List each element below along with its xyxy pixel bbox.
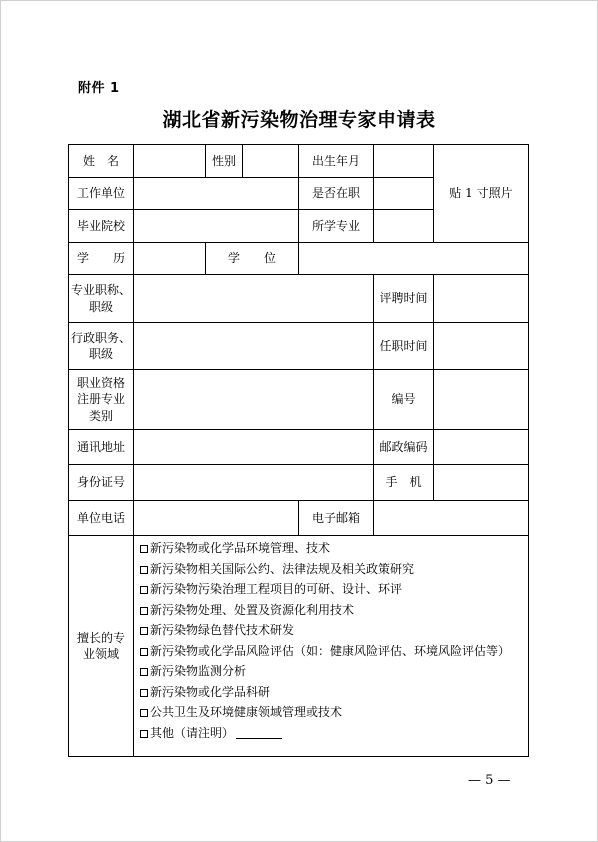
employed-label: 是否在职 <box>299 178 374 210</box>
professional-title-label: 专业职称、 职级 <box>69 275 134 323</box>
checkbox-icon[interactable] <box>140 586 148 594</box>
birth-label: 出生年月 <box>299 145 374 178</box>
birth-input[interactable] <box>374 145 434 178</box>
school-input[interactable] <box>134 210 299 243</box>
checkbox-icon[interactable] <box>140 607 148 615</box>
work-phone-input[interactable] <box>134 501 299 536</box>
address-input[interactable] <box>134 430 374 465</box>
education-input[interactable] <box>134 243 206 275</box>
expertise-option[interactable]: 新污染物或化学品风险评估（如：健康风险评估、环境风险评估等） <box>140 641 528 662</box>
name-input[interactable] <box>134 145 206 178</box>
expertise-option[interactable]: 新污染物或化学品环境管理、技术 <box>140 538 528 559</box>
checkbox-icon[interactable] <box>140 545 148 553</box>
attachment-label: 附件 1 <box>78 81 120 96</box>
email-label: 电子邮箱 <box>299 501 374 536</box>
postcode-input[interactable] <box>434 430 529 465</box>
photo-box[interactable]: 贴 1 寸照片 <box>434 145 529 243</box>
admin-post-input[interactable] <box>134 323 374 370</box>
school-label: 毕业院校 <box>69 210 134 243</box>
degree-label: 学 位 <box>206 243 299 275</box>
checkbox-icon[interactable] <box>140 668 148 676</box>
application-form-table <box>68 144 529 757</box>
appoint-time-input[interactable] <box>434 323 529 370</box>
form-title: 湖北省新污染物治理专家申请表 <box>162 109 436 131</box>
name-label: 姓 名 <box>69 145 134 178</box>
number-input[interactable] <box>434 370 529 430</box>
mobile-label: 手 机 <box>374 465 434 501</box>
employer-label: 工作单位 <box>69 178 134 210</box>
checkbox-icon[interactable] <box>140 730 148 738</box>
expertise-option[interactable]: 新污染物相关国际公约、法律法规及相关政策研究 <box>140 559 528 580</box>
page-number: — 5 — <box>468 773 511 788</box>
expertise-label: 擅长的专 业领域 <box>69 536 134 757</box>
appoint-time-label: 任职时间 <box>374 323 434 370</box>
expertise-checkbox-list <box>140 538 528 743</box>
checkbox-icon[interactable] <box>140 566 148 574</box>
qualification-input[interactable] <box>134 370 374 430</box>
checkbox-icon[interactable] <box>140 648 148 656</box>
qualification-label: 职业资格 注册专业 类别 <box>69 370 134 430</box>
expertise-option[interactable]: 公共卫生及环境健康领域管理或技术 <box>140 702 528 723</box>
postcode-label: 邮政编码 <box>374 430 434 465</box>
checkbox-icon[interactable] <box>140 689 148 697</box>
checkbox-icon[interactable] <box>140 627 148 635</box>
education-label: 学 历 <box>69 243 134 275</box>
number-label: 编号 <box>374 370 434 430</box>
employer-input[interactable] <box>134 178 299 210</box>
expertise-option[interactable]: 新污染物或化学品科研 <box>140 682 528 703</box>
work-phone-label: 单位电话 <box>69 501 134 536</box>
expertise-option[interactable]: 新污染物绿色替代技术研发 <box>140 620 528 641</box>
checkbox-icon[interactable] <box>140 709 148 717</box>
other-fill-line[interactable] <box>236 726 282 739</box>
hire-time-input[interactable] <box>434 275 529 323</box>
expertise-option[interactable]: 其他（请注明） <box>140 723 528 744</box>
employed-input[interactable] <box>374 178 434 210</box>
mobile-input[interactable] <box>434 465 529 501</box>
expertise-option[interactable]: 新污染物监测分析 <box>140 661 528 682</box>
id-number-input[interactable] <box>134 465 374 501</box>
expertise-option[interactable]: 新污染物污染治理工程项目的可研、设计、环评 <box>140 579 528 600</box>
address-label: 通讯地址 <box>69 430 134 465</box>
expertise-option[interactable]: 新污染物处理、处置及资源化利用技术 <box>140 600 528 621</box>
admin-post-label: 行政职务、 职级 <box>69 323 134 370</box>
major-input[interactable] <box>374 210 434 243</box>
gender-input[interactable] <box>243 145 299 178</box>
gender-label: 性别 <box>206 145 243 178</box>
id-number-label: 身份证号 <box>69 465 134 501</box>
major-label: 所学专业 <box>299 210 374 243</box>
degree-input[interactable] <box>299 243 529 275</box>
professional-title-input[interactable] <box>134 275 374 323</box>
hire-time-label: 评聘时间 <box>374 275 434 323</box>
email-input[interactable] <box>374 501 529 536</box>
expertise-options <box>134 536 529 757</box>
